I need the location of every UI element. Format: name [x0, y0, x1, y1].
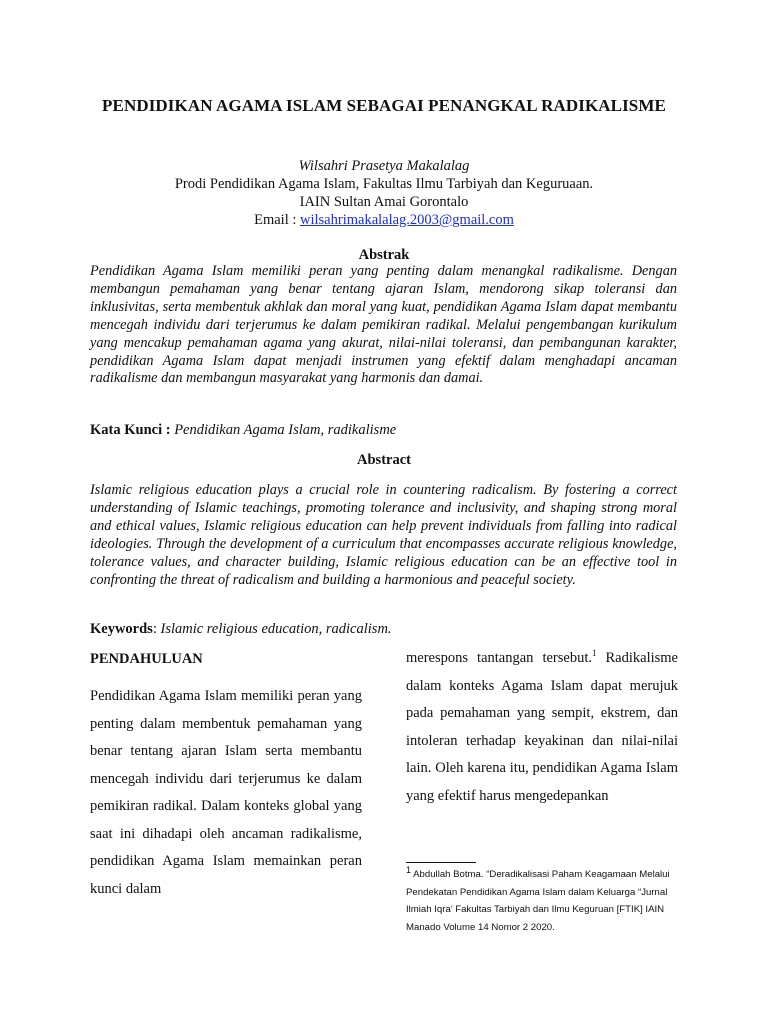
kata-kunci-line [90, 421, 677, 439]
paper-title: PENDIDIKAN AGAMA ISLAM SEBAGAI PENANGKAL RADIKALISME [102, 96, 666, 115]
author-name: Wilsahri Prasetya Makalalag [298, 158, 470, 174]
section-heading: PENDAHULUAN [90, 651, 203, 667]
affiliation-institution: IAIN Sultan Amai Gorontalo [299, 194, 469, 210]
keywords-label: Keywords [90, 621, 153, 637]
keywords-values: Islamic religious education, radicalism. [160, 621, 392, 637]
abstract-body: Islamic religious education plays a crucial role in countering radicalism. By fostering a correct understanding of Islamic teachings, promoting tolerance and inclusivity, and shaping strong moral and ethical values, Islamic religious education can help prevent individuals from falling into radical ideologies. Through the development of a curriculum that encompasses accurate religious knowledge, tolerance values, and character building, Islamic religious education can be an effective tool in confronting the threat of radicalism and building a harmonious and peaceful society. [90, 482, 677, 588]
left-column-text: Pendidikan Agama Islam memiliki peran yang penting dalam membentuk pemahaman yang benar tentang ajaran Islam serta membantu mencegah individu dari terjerumus ke dalam pemikiran radikal. Dalam konteks global yang saat ini dihadapi oleh ancaman radikalisme, pendidikan Agama Islam memainkan peran kunci dalam [90, 688, 362, 897]
footnote-marker: 1 [406, 864, 412, 875]
abstrak-heading: Abstrak [358, 247, 410, 263]
footnote-text: Abdullah Botma. “Deradikalisasi Paham Keagamaan Melalui Pendekatan Pendidikan Agama Islam dalam Keluarga “Jurnal Ilmiah Iqra’ Fakultas Tarbiyah dan Ilmu Keguruan [FTIK] IAIN Manado Volume 14 Nomor 2 2020. [406, 869, 670, 933]
keywords-line [90, 620, 677, 638]
abstract-heading: Abstract [357, 452, 411, 468]
email-label: Email : [254, 212, 301, 228]
keywords-separator: : [152, 621, 161, 637]
email-line [60, 211, 708, 229]
kata-kunci-values: Pendidikan Agama Islam, radikalisme [174, 422, 397, 438]
footnote-divider [406, 862, 476, 863]
footnote-ref[interactable]: 1 [591, 648, 597, 659]
affiliation-program: Prodi Pendidikan Agama Islam, Fakultas Ilmu Tarbiyah dan Keguruaan. [174, 176, 594, 192]
right-text-part-b: Radikalisme dalam konteks Agama Islam dapat merujuk pada pemahaman yang sempit, ekstrem, dan intoleran terhadap keyakinan dan nilai-nilai lain. Oleh karena itu, pendidikan Agama Islam yang efektif harus mengedepankan [406, 650, 678, 804]
kata-kunci-label: Kata Kunci : [90, 422, 175, 438]
right-text-part-a: merespons tantangan tersebut. [406, 650, 592, 666]
footnote [406, 866, 678, 936]
right-column-text [406, 645, 678, 810]
email-link[interactable]: wilsahrimakalalag.2003@gmail.com [300, 212, 514, 228]
abstrak-body: Pendidikan Agama Islam memiliki peran yang penting dalam menangkal radikalisme. Dengan membangun pemahaman yang benar tentang ajaran Islam, mendorong sikap toleransi dan inklusivitas, serta membentuk akhlak dan moral yang kuat, pendidikan Agama Islam dapat membantu mencegah individu dari terjerumus ke dalam pemikiran radikal. Melalui pengembangan kurikulum yang mencakup pemahaman agama yang akurat, nilai-nilai toleransi, dan pembangunan karakter, pendidikan Agama Islam dapat menjadi instrumen yang efektif dalam menghadapi ancaman radikalisme dan membangun masyarakat yang harmonis dan damai. [90, 263, 677, 387]
